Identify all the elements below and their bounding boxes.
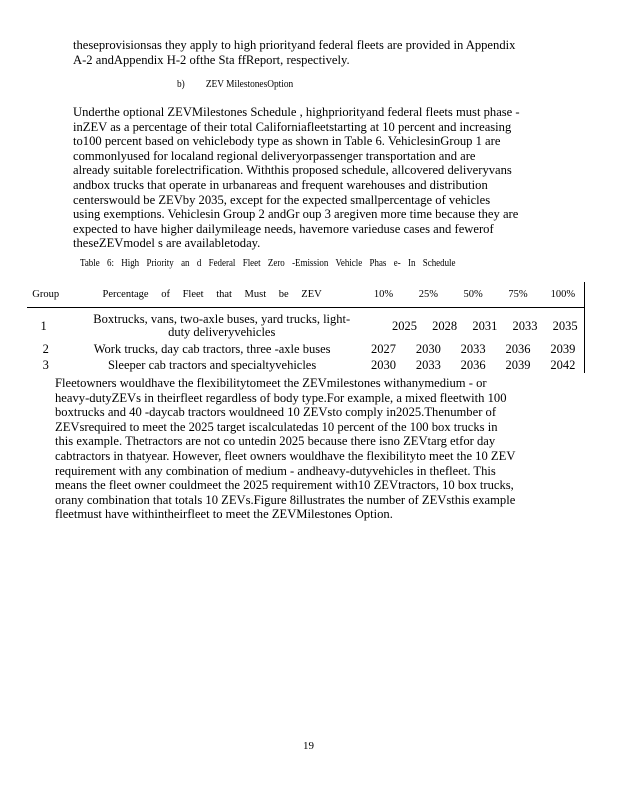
text-line: centerswould be ZEVby 2035, except for the expected smallpercentage of vehicles xyxy=(73,192,491,207)
text-line: expected to have higher dailymileage needs, havemore varieduse cases and fewerof xyxy=(73,221,494,236)
year-cell: 2033 xyxy=(415,357,441,372)
year-cell: 2039 xyxy=(550,341,576,356)
description-cell: Sleeper cab tractors and specialtyvehicles xyxy=(107,357,317,372)
table-header-cell: 50% xyxy=(463,289,483,300)
text-line: orany combination that totals 10 ZEVs.Figure 8illustrates the number of ZEVsthis example xyxy=(55,492,516,507)
table-header-cell: 25% xyxy=(418,289,438,300)
description-cell: Boxtrucks, vans, two-axle buses, yard trucks, light-duty deliveryvehicles xyxy=(93,312,351,339)
section-heading xyxy=(177,78,312,90)
text-line: boxtrucks and 40 -daycab tractors wouldneed 10 ZEVsto comply in2025.Thenumber of xyxy=(55,405,497,420)
text-line: this example. Thetractors are not co untedin 2025 because there isno ZEVtarg etfor day xyxy=(55,434,496,449)
text-line: commonlyused for localand regional deliveryorpassenger transportation and are xyxy=(73,148,476,163)
page-number: 19 xyxy=(303,740,314,752)
year-cell: 2039 xyxy=(505,357,531,372)
milestones-paragraph xyxy=(73,105,520,251)
text-line: cabtractors in thatyear. However, fleet owners wouldhave the flexibilityto meet the 10 ZEV xyxy=(55,448,516,463)
text-line: Underthe optional ZEVMilestones Schedule , highpriorityand federal fleets must phase - xyxy=(73,105,520,119)
table-row xyxy=(27,341,584,357)
text-line: requirement with any combination of medium - andheavy-dutyvehicles in thefleet. This xyxy=(55,463,496,478)
text-line: ZEVsrequired to meet the 2025 target iscalculatedas 10 percent of the 100 box trucks in xyxy=(55,419,498,434)
text-line: using exemptions. Vehiclesin Group 2 andGr oup 3 aregiven more time because they are xyxy=(73,207,519,222)
text-line: andbox trucks that operate in urbanareas and frequent warehouses and distribution xyxy=(73,177,488,192)
table-row xyxy=(27,357,584,373)
group-cell: 3 xyxy=(42,357,49,372)
text-line: theseprovisionsas they apply to high priorityand federal fleets are provided in Appendix xyxy=(73,38,516,52)
year-cell: 2031 xyxy=(472,318,498,333)
text-line: means the fleet owner couldmeet the 2025 requirement with10 ZEVtractors, 10 box trucks, xyxy=(55,478,514,493)
description-cell: Work trucks, day cab tractors, three -axle buses xyxy=(93,341,331,356)
table-row xyxy=(27,311,584,341)
group-cell: 1 xyxy=(40,318,47,333)
year-cell: 2036 xyxy=(505,341,531,356)
heading-title: ZEV MilestonesOption xyxy=(205,78,294,90)
year-cell: 2027 xyxy=(370,341,396,356)
text-line: to100 percent based on vehiclebody type as shown in Table 6. VehiclesinGroup 1 are xyxy=(73,134,501,149)
intro-paragraph xyxy=(73,38,515,67)
table-header-row xyxy=(27,282,584,308)
year-cell: 2033 xyxy=(512,318,538,333)
table-header-cell: 100% xyxy=(550,289,576,300)
text-line: fleetmust have withintheirfleet to meet the ZEVMilestones Option. xyxy=(55,507,393,522)
text-line: heavy-dutyZEVs in theirfleet regardless of body type.For example, a mixed fleetwith 100 xyxy=(55,390,507,405)
year-cell: 2035 xyxy=(552,318,578,333)
phase-in-schedule-table xyxy=(27,282,585,373)
fleet-example-paragraph xyxy=(55,376,515,522)
group-cell: 2 xyxy=(42,341,49,356)
table-header-cell: Percentage of Fleet that Must be ZEV xyxy=(102,289,322,300)
heading-number: b) xyxy=(177,78,185,90)
year-cell: 2025 xyxy=(391,318,417,333)
table-body xyxy=(27,311,584,373)
text-line: already suitable forelectrification. Withthis proposed schedule, allcovered deliveryvans xyxy=(73,163,512,178)
text-line: inZEV as a percentage of their total Californiafleetstarting at 10 percent and increasing xyxy=(73,119,512,134)
table-header-cell: 10% xyxy=(373,289,394,300)
table-header-cell: Group xyxy=(32,289,60,300)
year-cell: 2036 xyxy=(460,357,486,372)
year-cell: 2033 xyxy=(460,341,486,356)
year-cell: 2030 xyxy=(415,341,441,356)
table-caption: Table 6: High Priority an d Federal Fleet Zero -Emission Vehicle Phas e- In Schedule xyxy=(80,258,456,269)
table-header-cell: 75% xyxy=(508,289,528,300)
text-line: Fleetowners wouldhave the flexibilitytomeet the ZEVmilestones withanymedium - or xyxy=(55,376,487,390)
year-cell: 2042 xyxy=(550,357,576,372)
year-cell: 2028 xyxy=(432,318,458,333)
text-line: theseZEVmodel s are availabletoday. xyxy=(73,236,261,251)
text-line: A-2 andAppendix H-2 ofthe Sta ffReport, respectively. xyxy=(73,52,350,67)
year-cell: 2030 xyxy=(370,357,396,372)
